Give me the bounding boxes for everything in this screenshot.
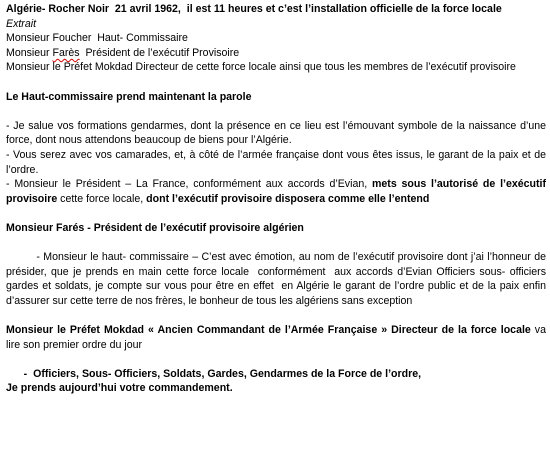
spacer: [6, 308, 546, 323]
section-1-paragraph-2: - Vous serez avec vos camarades, et, à côté de l’armée française dont vous êtes issus, le garant de la paix et de l’ordre.: [6, 148, 546, 176]
spacer: [6, 206, 546, 221]
spacer: [6, 75, 546, 90]
document-body: [6, 2, 549, 396]
spacer: [6, 236, 546, 251]
order-line-2: Je prends aujourd’hui votre commandement.: [6, 382, 233, 395]
spacer: [6, 352, 546, 367]
section-1-heading: Le Haut-commissaire prend maintenant la parole: [6, 90, 252, 103]
order-line-1: - Officiers, Sous- Officiers, Soldats, Gardes, Gendarmes de la Force de l’ordre,: [6, 367, 422, 380]
section-1-paragraph-1: - Je salue vos formations gendarmes, dont la présence en ce lieu est l’émouvant symbole de la naissance d’une force, dont nous attendons beaucoup de biens pour l’Algérie.: [6, 119, 546, 147]
section-3-heading: [6, 323, 546, 352]
attendee-line-3: Monsieur le Préfet Mokdad Directeur de cette force locale ainsi que tous les membres de l’exécutif provisoire: [6, 61, 516, 74]
para3-part-c: cette force locale,: [57, 192, 147, 205]
para3-part-a: - Monsieur le Président – La France, conformément aux accords d’Evian,: [6, 178, 372, 191]
spacer: [6, 104, 546, 119]
header-description: il est 11 heures et c’est l’installation officielle de la force locale: [186, 3, 502, 15]
extract-label: Extrait: [6, 17, 37, 30]
attendee-name-fares: Farès: [52, 46, 80, 59]
para3-part-b: mets sous l’autorisé de l’exécutif provisoire: [6, 178, 546, 205]
header-date: 21 avril 1962,: [114, 3, 181, 15]
attendee-line-2-prefix: Monsieur: [6, 46, 53, 59]
attendee-line-1: Monsieur Foucher Haut- Commissaire: [6, 32, 188, 45]
attendee-line-2: [6, 46, 546, 61]
header-place-date: Algérie- Rocher Noir: [6, 3, 110, 15]
section-3-heading-bold: Monsieur le Préfet Mokdad « Ancien Commandant de l’Armée Française » Directeur de la force locale: [6, 324, 531, 337]
section-2-heading: Monsieur Farés - Président de l’exécutif provisoire algérien: [6, 221, 304, 234]
attendee-line-2-suffix: Président de l’exécutif Provisoire: [79, 46, 240, 59]
para3-part-d: dont l’exécutif provisoire disposera comme elle l’entend: [146, 192, 430, 205]
section-2-paragraph: - Monsieur le haut- commissaire – C’est avec émotion, au nom de l’exécutif provisoire dont j’ai l’honneur de présider, que je prends en main cette force locale conformément aux accords d’Evian Officiers sous- officiers gardes et soldats, je compte sur vous pour être en effet en Algérie le garant de l’ordre public et de la paix enfin d’assurer sur cette terre de nos frères, le bonheur de tous les algériens sans exception: [6, 251, 549, 307]
section-1-paragraph-3: [6, 177, 546, 206]
header-line: [6, 2, 546, 17]
section-3-heading-rest: va lire son premier ordre du jour: [6, 324, 546, 351]
